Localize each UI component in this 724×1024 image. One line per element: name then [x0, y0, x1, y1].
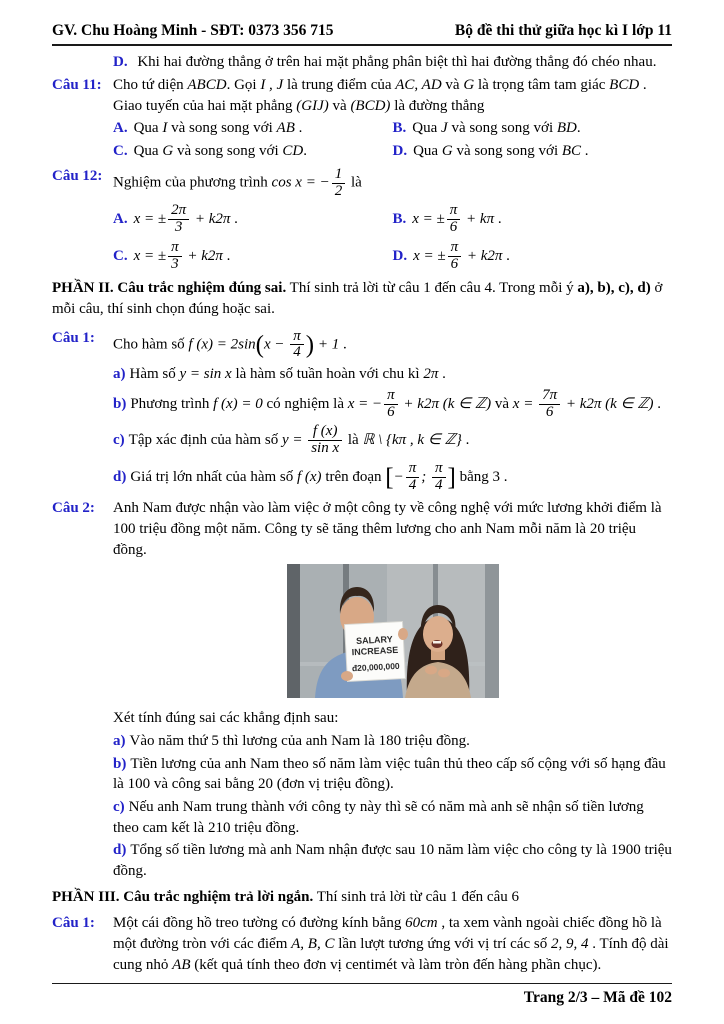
option-text [133, 202, 238, 236]
statement-text [128, 423, 470, 457]
statement-letter: b) [113, 755, 127, 772]
text-run: Tiền lương của anh Nam theo số năm làm việc tuân thủ theo cấp số cộng với số hạng đầu là 100 và công sai bằng 20 (đơn vị triệu đồng). [113, 755, 666, 793]
text-run: BCD [609, 77, 640, 94]
text-run: Phương trình [130, 395, 214, 412]
text-run: Giao tuyến của hai mặt phẳng [113, 97, 297, 114]
text-run: Qua [412, 120, 442, 137]
sign-text-amount: đ20,000,000 [351, 661, 400, 674]
window-frame [485, 564, 499, 698]
text-run: CD [282, 143, 304, 160]
text-run: AC, AD [395, 77, 442, 94]
math-fraction: $\frac{f (x)}{\text{sin x}}$ [308, 424, 342, 457]
question-11 [52, 75, 672, 162]
question-12-options [113, 200, 672, 273]
statement-a [113, 731, 672, 752]
option-letter: A. [113, 211, 128, 227]
option-d [393, 141, 673, 162]
option-text [413, 143, 588, 159]
text-run: Qua [133, 143, 163, 160]
part2-q1-text [113, 328, 672, 363]
question-label: Câu 1: [52, 915, 95, 932]
man-hand [341, 671, 353, 681]
option-letter: B. [392, 211, 407, 227]
text-run: Vào năm thứ 5 thì lương của anh Nam là 180 triệu đồng. [129, 732, 470, 749]
option-letter: D. [392, 247, 408, 264]
text-run: x = ± [413, 247, 446, 264]
text-run: . [438, 366, 446, 383]
question-label: Câu 1: [52, 329, 95, 346]
text-run: PHẦN III. Câu trắc nghiệm trả lời ngắn. [52, 888, 314, 905]
math-fraction: $\frac{7\pi}{6}$ [539, 388, 560, 421]
math-fraction: $\frac{2\pi}{3}$ [168, 203, 189, 236]
part2-question-2 [52, 498, 672, 881]
text-run: (kết quả tính theo đơn vị centimét và làm tròn đến hàng phần chục). [190, 956, 602, 973]
text-run: I , J [260, 77, 284, 94]
option-text [412, 120, 580, 136]
option-letter: D. [392, 143, 408, 160]
text-run: x = [512, 395, 538, 412]
text-run: Nếu anh Nam trung thành với công ty này thì sẽ có năm mà anh sẽ nhận số tiền lương theo cam kết là 210 triệu đồng. [113, 798, 644, 836]
statement-letter: d) [113, 468, 127, 485]
text-run: Anh Nam được nhận vào làm việc ở một công ty về công nghệ với mức lương khởi điểm là 100 triệu đồng một năm. Công ty sẽ tăng thêm lương cho anh Nam mỗi năm là 20 triệu đồng. [113, 500, 662, 558]
math-fraction: $\frac{\pi}{6}$ [448, 240, 462, 273]
question-label: Câu 2: [52, 500, 95, 517]
text-run: AB [172, 956, 191, 973]
statement-letter: d) [113, 842, 127, 859]
statement-a [113, 364, 672, 385]
text-run: G [441, 143, 453, 160]
text-run: . [576, 120, 581, 137]
text-run: và song song với [173, 143, 283, 160]
option-text [134, 120, 303, 136]
text-run: AB [276, 120, 295, 137]
answer-option-d-carryover [113, 52, 672, 73]
math-fraction: $\frac{\pi}{6}$ [447, 203, 461, 236]
statement-text [130, 459, 508, 493]
statement-letter: b) [113, 395, 127, 412]
sign-text-line2: INCREASE [350, 645, 398, 658]
question-11-line1 [113, 75, 672, 96]
math-fraction: $\frac{\pi}{6}$ [384, 388, 398, 421]
text-run: x − [263, 336, 289, 353]
text-run: x = ± [412, 211, 445, 227]
question-12 [52, 166, 672, 274]
part2-q2-text [113, 498, 672, 560]
statement-d [113, 460, 672, 495]
math-fraction: $\frac{\pi}{4}$ [290, 329, 304, 362]
text-run: là [347, 174, 362, 191]
text-run: Qua [133, 120, 163, 137]
part2-heading [52, 278, 672, 319]
text-run: (GIJ) [296, 97, 329, 114]
statement-text [113, 756, 666, 793]
text-run: ; [421, 468, 431, 485]
text-run: . [502, 247, 510, 264]
statement-letter: a) [113, 366, 126, 383]
text-run: x = ± [133, 247, 167, 264]
statement-text [130, 366, 446, 382]
text-run: y = sin x [179, 366, 232, 383]
option-letter: C. [113, 247, 128, 264]
text-run: . [639, 77, 647, 94]
text-run: . [461, 432, 470, 449]
statement-c [113, 423, 672, 458]
text-run: . [653, 395, 662, 412]
text-run: 2π [423, 366, 439, 383]
salary-sign [344, 622, 405, 682]
text-run: Nghiệm của phương trình [113, 174, 272, 191]
text-run: . [581, 143, 589, 160]
salary-increase-photo [287, 564, 499, 698]
text-run: và [328, 97, 351, 114]
text-run: G [463, 77, 475, 94]
header-rule [52, 44, 672, 46]
text-run: x = ± [133, 211, 167, 227]
text-run: . [339, 336, 347, 353]
text-run: − [393, 468, 404, 485]
text-run: Tổng số tiền lương mà anh Nam nhận được sau 10 năm làm việc cho công ty là 1900 triệu đồng. [113, 842, 672, 879]
statement-letter: c) [113, 798, 125, 815]
text-run: 2, 9, 4 [550, 936, 589, 952]
text-run: Qua [413, 143, 442, 160]
sign-text-line1: SALARY [355, 634, 393, 647]
text-run: là hàm số tuần hoàn với chu kì [231, 366, 424, 383]
option-a [113, 202, 393, 237]
statement-text [130, 386, 662, 420]
text-run: I [162, 120, 168, 137]
text-run: là trung điểm của [283, 77, 396, 94]
text-run: Giá trị lớn nhất của hàm số [130, 468, 297, 485]
statement-b [113, 754, 672, 795]
text-run: ( [255, 331, 264, 359]
part3-q1-text [113, 913, 672, 975]
text-run: y = [281, 432, 307, 449]
part3-question-1 [52, 913, 672, 975]
text-run: là [344, 432, 363, 449]
text-run: . [494, 211, 502, 227]
question-label: Câu 11: [52, 77, 102, 94]
text-run: [ [385, 463, 394, 491]
text-run: a), b), c), d) [577, 280, 651, 297]
text-run: và [491, 395, 513, 412]
text-run: + k2π [191, 211, 231, 227]
text-run: Thí sinh trả lời từ câu 1 đến câu 6 [313, 888, 519, 905]
text-run: ] [447, 463, 456, 491]
statement-letter: a) [113, 732, 126, 749]
text-run: + k2π [463, 247, 503, 264]
salary-photo-container [113, 564, 672, 705]
text-run: . [222, 247, 231, 264]
option-text [134, 143, 307, 159]
text-run: và song song với [447, 120, 557, 137]
text-run: + kπ [462, 211, 495, 227]
text-run: Thí sinh trả lời từ câu 1 đến câu 4. Trong mỗi ý [286, 280, 578, 297]
footer-rule [52, 983, 672, 984]
text-run: Cho hàm số [113, 336, 189, 353]
option-letter: B. [392, 120, 407, 137]
page-header [52, 20, 672, 41]
text-run: + k2π (k ∈ ℤ) [399, 395, 492, 412]
text-run: lần lượt tương ứng với vị trí các số [334, 936, 551, 952]
statement-text [113, 842, 672, 879]
option-text [134, 54, 657, 70]
text-run: bằng 3 . [455, 468, 508, 485]
part2-question-1 [52, 328, 672, 495]
question-11-options [113, 116, 672, 161]
statement-letter: c) [113, 432, 125, 449]
text-run: Cho tứ diện [113, 77, 188, 94]
text-run: là trọng tâm tam giác [474, 77, 610, 94]
text-run: Khi hai đường thẳng ở trên hai mặt phẳng phân biệt thì hai đường thẳng đó chéo nhau. [133, 54, 657, 71]
option-d [393, 239, 673, 274]
text-run: . [303, 143, 307, 160]
option-text [412, 202, 502, 236]
statement-c [113, 797, 672, 838]
question-label: Câu 12: [52, 167, 103, 184]
text-run: x = − [347, 395, 383, 412]
header-teacher-info: GV. Chu Hoàng Minh - SĐT: 0373 356 715 [52, 22, 334, 39]
part2-q2-intro: Xét tính đúng sai các khẳng định sau: [113, 710, 339, 727]
option-c [113, 239, 393, 274]
text-run: . [230, 211, 238, 227]
statement-text [130, 733, 470, 749]
text-run: Một cái đồng hồ treo tường có đường kính bằng [113, 915, 406, 932]
question-12-text [113, 166, 672, 201]
page-footer [52, 983, 672, 1008]
text-run: + k2π (k ∈ ℤ) [562, 395, 654, 412]
page-number: Trang 2/3 – Mã đề 102 [523, 988, 672, 1006]
text-run: f (x) [296, 468, 322, 485]
text-run: f (x) = 0 [213, 395, 263, 412]
window-frame [287, 564, 300, 698]
text-run: Hàm số [129, 366, 180, 383]
text-run: ở mỗi câu, thí sinh chọn đúng hoặc sai. [52, 280, 663, 317]
math-fraction: $\frac{\pi}{4}$ [406, 461, 420, 494]
text-run: PHẦN II. Câu trắc nghiệm đúng sai. [52, 280, 287, 297]
option-letter: D. [113, 54, 128, 71]
text-run: Tập xác định của hàm số [128, 432, 282, 449]
text-run: + 1 [314, 336, 340, 353]
text-run: 60cm [405, 915, 438, 932]
text-run: ℝ \ {kπ , k ∈ ℤ} [362, 432, 462, 449]
option-letter: C. [113, 143, 128, 160]
option-letter: A. [113, 120, 128, 137]
text-run: . Tính độ dài cung nhỏ [113, 936, 669, 973]
option-text [133, 238, 231, 272]
option-b [393, 202, 673, 237]
text-run: và [441, 77, 464, 94]
option-text [413, 238, 510, 272]
text-run: và song song với [167, 120, 277, 137]
text-run: + k2π [183, 247, 223, 264]
option-c [113, 141, 393, 162]
header-exam-title: Bộ đề thi thử giữa học kì I lớp 11 [454, 22, 672, 39]
text-run: trên đoạn [321, 468, 386, 485]
text-run: BC [561, 143, 582, 160]
man-hand [398, 628, 408, 640]
text-run: và song song với [452, 143, 562, 160]
text-run: G [162, 143, 174, 160]
text-run: . [294, 120, 303, 137]
text-run: có nghiệm là [262, 395, 348, 412]
question-11-line2 [113, 96, 672, 117]
part3-heading [52, 887, 672, 908]
text-run: f (x) = 2sin [188, 336, 256, 353]
text-run: là đường thẳng [390, 97, 485, 114]
text-run: (BCD) [350, 97, 391, 114]
text-run: cos x = − [271, 174, 330, 191]
statement-b [113, 387, 672, 422]
text-run: . Gọi [226, 77, 261, 94]
math-fraction: $\frac{\pi}{3}$ [168, 240, 182, 273]
text-run: ) [305, 331, 315, 359]
option-b [393, 118, 673, 139]
text-run: BD [556, 120, 577, 137]
statement-d [113, 840, 672, 881]
text-run: ABCD [187, 77, 227, 94]
text-run: , ta xem vành ngoài chiếc đồng hồ là một đường tròn với các điểm [113, 915, 662, 952]
text-run: J [441, 120, 448, 137]
math-fraction: $\frac{1}{2}$ [332, 167, 346, 200]
option-a [113, 118, 393, 139]
text-run: A, B, C [291, 936, 335, 952]
math-fraction: $\frac{\pi}{4}$ [432, 461, 446, 494]
statement-text [113, 799, 644, 836]
